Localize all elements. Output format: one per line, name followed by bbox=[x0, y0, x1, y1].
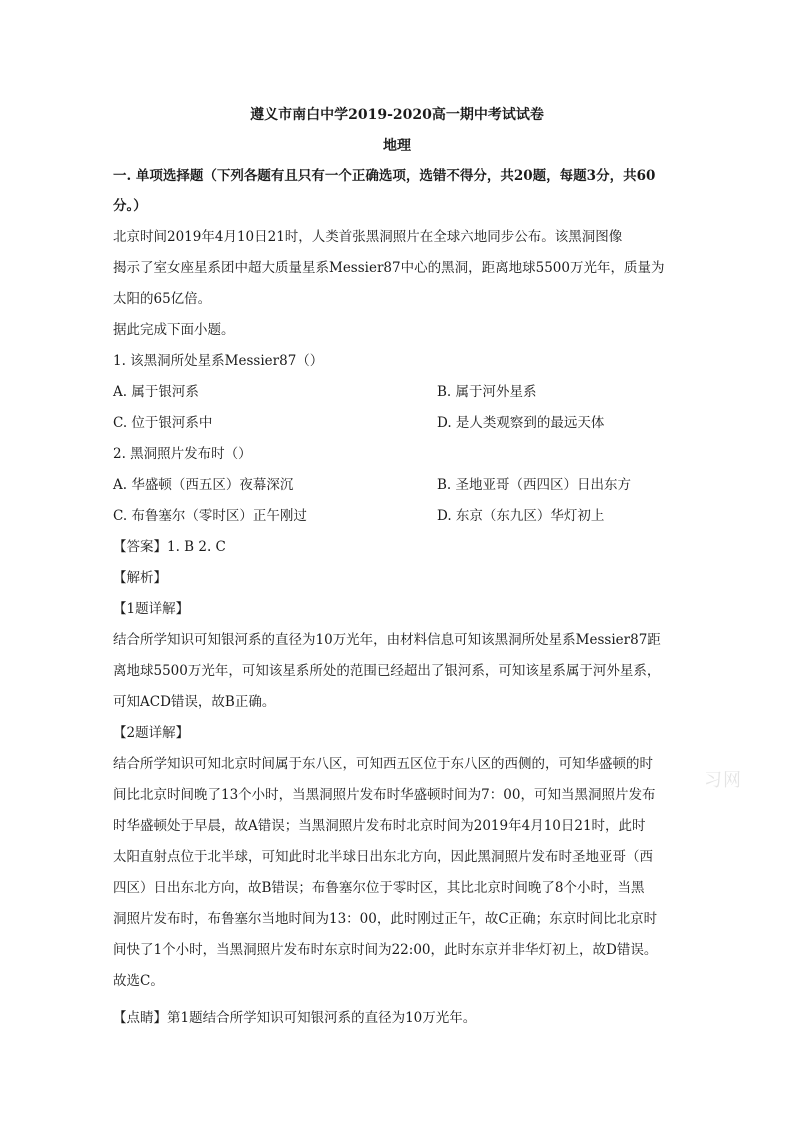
question-1-stem: 1. 该黑洞所处星系Messier87（） bbox=[113, 353, 324, 369]
tip-text: 第1题结合所学知识可知银河系的直径为10万光年。 bbox=[167, 1010, 477, 1026]
analysis-label: 【解析】 bbox=[113, 570, 167, 586]
answer-label: 【答案】 bbox=[113, 539, 167, 555]
section-heading-line1: 一. 单项选择题（下列各题有且只有一个正确选项，选错不得分，共20题，每题3分，共60 bbox=[113, 168, 656, 184]
q2-detail-line: 结合所学知识可知北京时间属于东八区，可知西五区位于东八区的西侧的，可知华盛顿的时 bbox=[113, 756, 653, 772]
question-2-stem: 2. 黑洞照片发布时（） bbox=[113, 446, 252, 462]
instruction-text: 据此完成下面小题。 bbox=[113, 322, 235, 338]
tip-label: 【点睛】 bbox=[113, 1010, 167, 1026]
question-1-option-c: C. 位于银河系中 bbox=[113, 415, 213, 431]
q1-detail-title: 【1题详解】 bbox=[113, 601, 190, 617]
material-line-2: 揭示了室女座星系团中超大质量星系Messier87中心的黑洞，距离地球5500万光年，质量为 bbox=[113, 260, 665, 276]
question-2-option-d: D. 东京（东九区）华灯初上 bbox=[437, 508, 605, 524]
answer-value: 1. B 2. C bbox=[167, 539, 226, 555]
q2-detail-line: 时华盛顿处于早晨，故A错误；当黑洞照片发布时北京时间为2019年4月10日21时，此时 bbox=[113, 818, 646, 834]
tip-line bbox=[113, 1008, 476, 1028]
q2-detail-line: 间比北京时间晚了13个小时，当黑洞照片发布时华盛顿时间为7：00，可知当黑洞照片发布 bbox=[113, 787, 656, 803]
question-1-option-d: D. 是人类观察到的最远天体 bbox=[437, 415, 605, 431]
watermark: 习网 bbox=[704, 770, 742, 791]
q2-detail-line: 太阳直射点位于北半球，可知此时北半球日出东北方向，因此黑洞照片发布时圣地亚哥（西 bbox=[113, 849, 653, 865]
section-heading-line2: 分。） bbox=[113, 198, 147, 214]
material-line-1: 北京时间2019年4月10日21时，人类首张黑洞照片在全球六地同步公布。该黑洞图像 bbox=[113, 229, 623, 245]
material-line-3: 太阳的65亿倍。 bbox=[113, 291, 212, 307]
q2-detail-line: 四区）日出东北方向，故B错误；布鲁塞尔位于零时区，其比北京时间晚了8个小时，当黑 bbox=[113, 880, 645, 896]
q1-detail-line: 可知ACD错误，故B正确。 bbox=[113, 694, 276, 710]
answer-line bbox=[113, 537, 226, 557]
q2-detail-line: 间快了1个小时，当黑洞照片发布时东京时间为22:00，此时东京并非华灯初上，故D错误。 bbox=[113, 942, 658, 958]
question-1-option-a: A. 属于银河系 bbox=[113, 384, 199, 400]
question-2-option-a: A. 华盛顿（西五区）夜幕深沉 bbox=[113, 477, 294, 493]
question-1-option-b: B. 属于河外星系 bbox=[437, 384, 537, 400]
question-2-option-c: C. 布鲁塞尔（零时区）正午刚过 bbox=[113, 508, 307, 524]
document-title: 遵义市南白中学2019-2020高一期中考试试卷 bbox=[250, 107, 544, 123]
question-2-option-b: B. 圣地亚哥（西四区）日出东方 bbox=[437, 477, 632, 493]
q2-detail-title: 【2题详解】 bbox=[113, 725, 190, 741]
q1-detail-line: 结合所学知识可知银河系的直径为10万光年，由材料信息可知该黑洞所处星系Messier87距 bbox=[113, 632, 661, 648]
q2-detail-line: 故选C。 bbox=[113, 973, 164, 989]
q2-detail-line: 洞照片发布时，布鲁塞尔当地时间为13：00，此时刚过正午，故C正确；东京时间比北京时 bbox=[113, 911, 658, 927]
subject-title: 地理 bbox=[383, 138, 411, 154]
q1-detail-line: 离地球5500万光年，可知该星系所处的范围已经超出了银河系，可知该星系属于河外星系， bbox=[113, 663, 661, 679]
